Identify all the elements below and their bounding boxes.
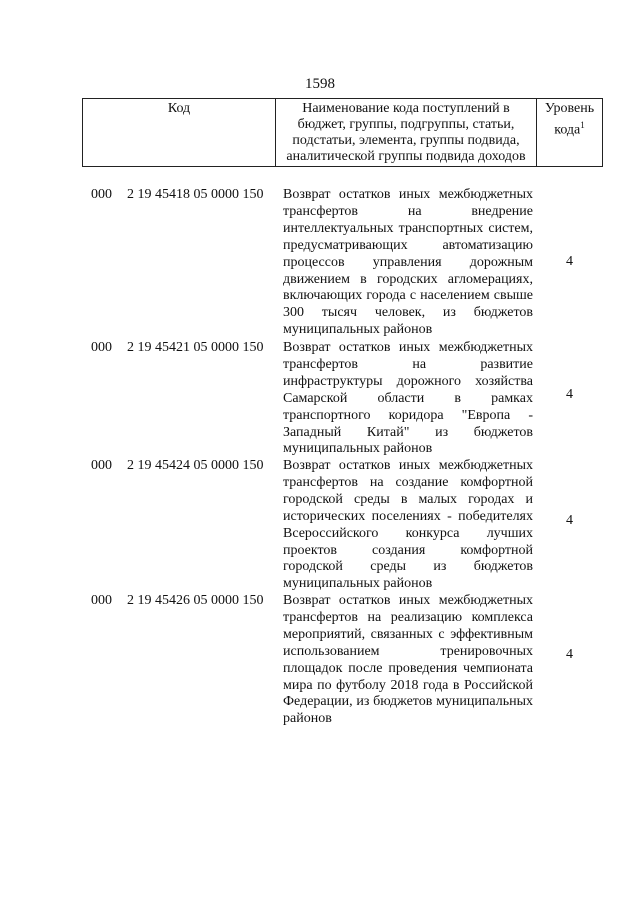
row-prefix: 000 bbox=[91, 458, 112, 473]
header-code: Код bbox=[83, 99, 276, 166]
row-description: Возврат остатков иных межбюджетных трансфертов на создание комфортной городской среды в малых городах и исторических поселениях - победителях Всероссийского конкурса лучших проектов создания комфортной городской среды из бюджетов муниципальных районов bbox=[283, 458, 533, 592]
header-level-label: Уровень кода bbox=[544, 101, 595, 138]
row-level: 4 bbox=[566, 647, 573, 662]
row-description: Возврат остатков иных межбюджетных трансфертов на реализацию комплекса мероприятий, связанных с эффективным использованием тренировочных площадок после проведения чемпионата мира по футболу 2018 года в Российской Федерации, из бюджетов муниципальных районов bbox=[283, 593, 533, 727]
header-level bbox=[537, 99, 602, 166]
row-level: 4 bbox=[566, 254, 573, 269]
row-code: 2 19 45418 05 0000 150 bbox=[127, 187, 264, 202]
row-prefix: 000 bbox=[91, 187, 112, 202]
row-level: 4 bbox=[566, 387, 573, 402]
table-header bbox=[82, 98, 603, 167]
header-level-footnote: 1 bbox=[580, 120, 585, 130]
page-number: 1598 bbox=[305, 76, 335, 92]
header-name: Наименование кода поступлений в бюджет, группы, подгруппы, статьи, подстатьи, элемента, группы подвида, аналитической группы подвида доходов bbox=[276, 99, 537, 166]
row-code: 2 19 45424 05 0000 150 bbox=[127, 458, 264, 473]
row-prefix: 000 bbox=[91, 340, 112, 355]
row-description: Возврат остатков иных межбюджетных трансфертов на внедрение интеллектуальных транспортных систем, предусматривающих автоматизацию процессов управления дорожным движением в городских агломерациях, включающих города с населением свыше 300 тысяч человек, из бюджетов муниципальных районов bbox=[283, 187, 533, 338]
row-description: Возврат остатков иных межбюджетных трансфертов на развитие инфраструктуры дорожного хозяйства Самарской области в рамках транспортного коридора "Европа - Западный Китай" из бюджетов муниципальных районов bbox=[283, 340, 533, 457]
row-code: 2 19 45421 05 0000 150 bbox=[127, 340, 264, 355]
row-level: 4 bbox=[566, 513, 573, 528]
row-code: 2 19 45426 05 0000 150 bbox=[127, 593, 264, 608]
row-prefix: 000 bbox=[91, 593, 112, 608]
